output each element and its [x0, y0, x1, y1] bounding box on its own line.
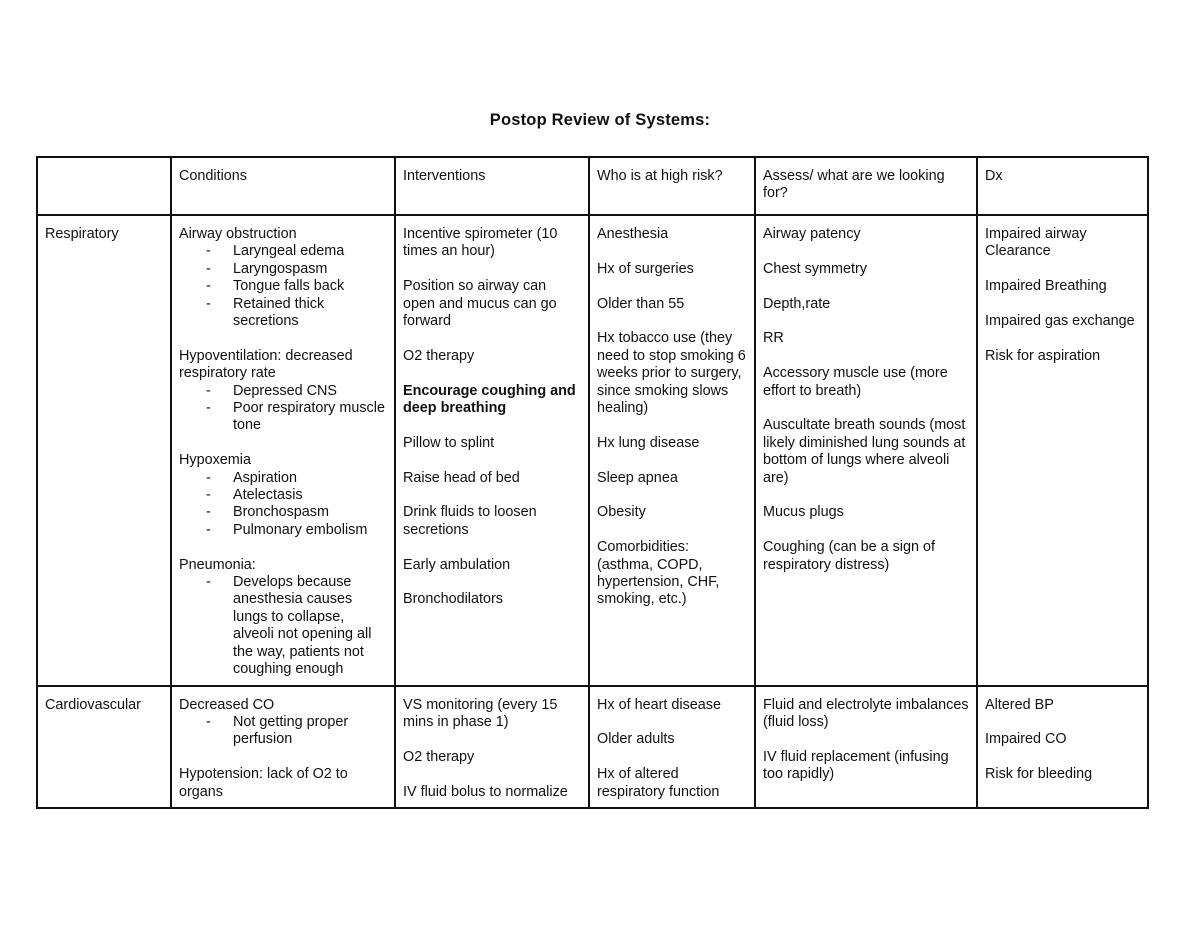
dx-item: Impaired Breathing: [985, 278, 1107, 295]
intervention-item: Bronchodilators: [403, 591, 503, 608]
dx-item: Altered BP: [985, 696, 1054, 713]
header-cell-system: [37, 157, 171, 215]
assess-cell: [755, 686, 977, 808]
risk-item: Hx of heart disease: [597, 696, 721, 713]
assess-item: IV fluid replacement (infusing too rapidly): [763, 748, 949, 783]
dx-cell: [977, 686, 1148, 808]
intervention-item: Pillow to splint: [403, 434, 495, 451]
conditions-cell: [171, 686, 395, 808]
condition-group: [179, 452, 388, 539]
condition-title: Hypoventilation: decreased respiratory rate: [179, 347, 353, 382]
interventions-cell: [395, 686, 589, 808]
conditions-cell: [171, 215, 395, 686]
condition-sub-item: - Not getting proper perfusion: [206, 714, 388, 749]
intervention-item: Raise head of bed: [403, 469, 520, 486]
condition-sub-item: - Depressed CNS: [206, 383, 388, 400]
condition-sub-item: - Retained thick secretions: [206, 296, 388, 331]
risk-item: Hx tobacco use (they need to stop smoking 6 weeks prior to surgery, since smoking slows healing): [597, 330, 746, 417]
intervention-item-emphasis: Encourage coughing and deep breathing: [403, 382, 576, 417]
header-cell-interventions: Interventions: [395, 157, 589, 215]
dx-item: Impaired CO: [985, 731, 1067, 748]
condition-sub-list: [179, 243, 388, 330]
assess-item: Chest symmetry: [763, 260, 867, 277]
condition-sub-list: [179, 714, 388, 749]
high-risk-cell: [589, 686, 755, 808]
condition-group: [179, 697, 388, 749]
assess-item: Accessory muscle use (more effort to breath): [763, 365, 948, 399]
dx-item: Risk for bleeding: [985, 766, 1093, 783]
page-title: Postop Review of Systems:: [489, 111, 711, 129]
header-cell-conditions: Conditions: [171, 157, 395, 215]
dx-item: Impaired gas exchange: [985, 313, 1135, 329]
condition-sub-item: - Pulmonary embolism: [206, 522, 388, 539]
interventions-cell: [395, 215, 589, 686]
condition-sub-item: - Laryngospasm: [206, 261, 388, 278]
condition-title: Hypoxemia: [179, 452, 251, 469]
condition-sub-item: - Aspiration: [206, 470, 388, 487]
assess-item: RR: [763, 330, 784, 347]
condition-group: [179, 226, 388, 330]
intervention-item: O2 therapy: [403, 748, 475, 765]
risk-item: Hx of altered respiratory function: [597, 766, 720, 800]
dx-item: Risk for aspiration: [985, 347, 1101, 364]
dx-cell: [977, 215, 1148, 686]
risk-item: Older than 55: [597, 295, 685, 312]
assess-item: Depth,rate: [763, 295, 831, 312]
header-row: [37, 157, 1148, 215]
high-risk-cell: [589, 215, 755, 686]
condition-sub-list: [179, 574, 388, 678]
risk-item: Hx of surgeries: [597, 260, 694, 277]
assess-item: Fluid and electrolyte imbalances (fluid loss): [763, 696, 969, 730]
condition-sub-item: - Laryngeal edema: [206, 243, 388, 260]
condition-sub-item: - Atelectasis: [206, 487, 388, 504]
system-name-cell: Cardiovascular: [37, 686, 171, 808]
condition-sub-item: - Tongue falls back: [206, 278, 388, 295]
condition-title: Airway obstruction: [179, 226, 297, 242]
assess-item: Mucus plugs: [763, 504, 844, 521]
intervention-item: IV fluid bolus to normalize: [403, 783, 568, 800]
condition-group: [179, 557, 388, 679]
condition-title: Pneumonia:: [179, 556, 256, 573]
table-row-cardiovascular: [37, 686, 1148, 808]
intervention-item: Position so airway can open and mucus can go forward: [403, 278, 557, 330]
header-cell-high-risk: Who is at high risk?: [589, 157, 755, 215]
risk-item: Older adults: [597, 731, 675, 748]
assess-cell: [755, 215, 977, 686]
risk-item: Hx lung disease: [597, 434, 700, 451]
risk-item: Comorbidities: (asthma, COPD, hypertension, CHF, smoking, etc.): [597, 539, 720, 608]
intervention-item: O2 therapy: [403, 347, 475, 364]
risk-item: Obesity: [597, 504, 646, 521]
condition-group: [179, 766, 388, 801]
risk-item: Anesthesia: [597, 226, 669, 242]
review-of-systems-table: [36, 156, 1149, 809]
condition-title: Hypotension: lack of O2 to organs: [179, 766, 348, 800]
intervention-item: Drink fluids to loosen secretions: [403, 504, 537, 538]
condition-sub-list: [179, 470, 388, 540]
condition-sub-item: - Bronchospasm: [206, 504, 388, 521]
condition-sub-item: - Develops because anesthesia causes lungs to collapse, alveoli not opening all the way, patients not coughing enough: [206, 574, 388, 678]
assess-item: Auscultate breath sounds (most likely diminished lung sounds at bottom of lungs where alveoli are): [763, 417, 966, 486]
intervention-item: VS monitoring (every 15 mins in phase 1): [403, 696, 558, 730]
intervention-item: Incentive spirometer (10 times an hour): [403, 226, 558, 260]
system-name-cell: Respiratory: [37, 215, 171, 686]
condition-group: [179, 348, 388, 435]
condition-title: Decreased CO: [179, 696, 275, 713]
intervention-item: Early ambulation: [403, 556, 511, 573]
condition-sub-list: [179, 383, 388, 435]
assess-item: Airway patency: [763, 226, 861, 242]
header-cell-assess: Assess/ what are we looking for?: [755, 157, 977, 215]
table-row-respiratory: [37, 215, 1148, 686]
condition-sub-item: - Poor respiratory muscle tone: [206, 400, 388, 435]
risk-item: Sleep apnea: [597, 469, 678, 486]
dx-item: Impaired airway Clearance: [985, 226, 1087, 260]
header-cell-dx: Dx: [977, 157, 1148, 215]
assess-item: Coughing (can be a sign of respiratory distress): [763, 539, 936, 573]
